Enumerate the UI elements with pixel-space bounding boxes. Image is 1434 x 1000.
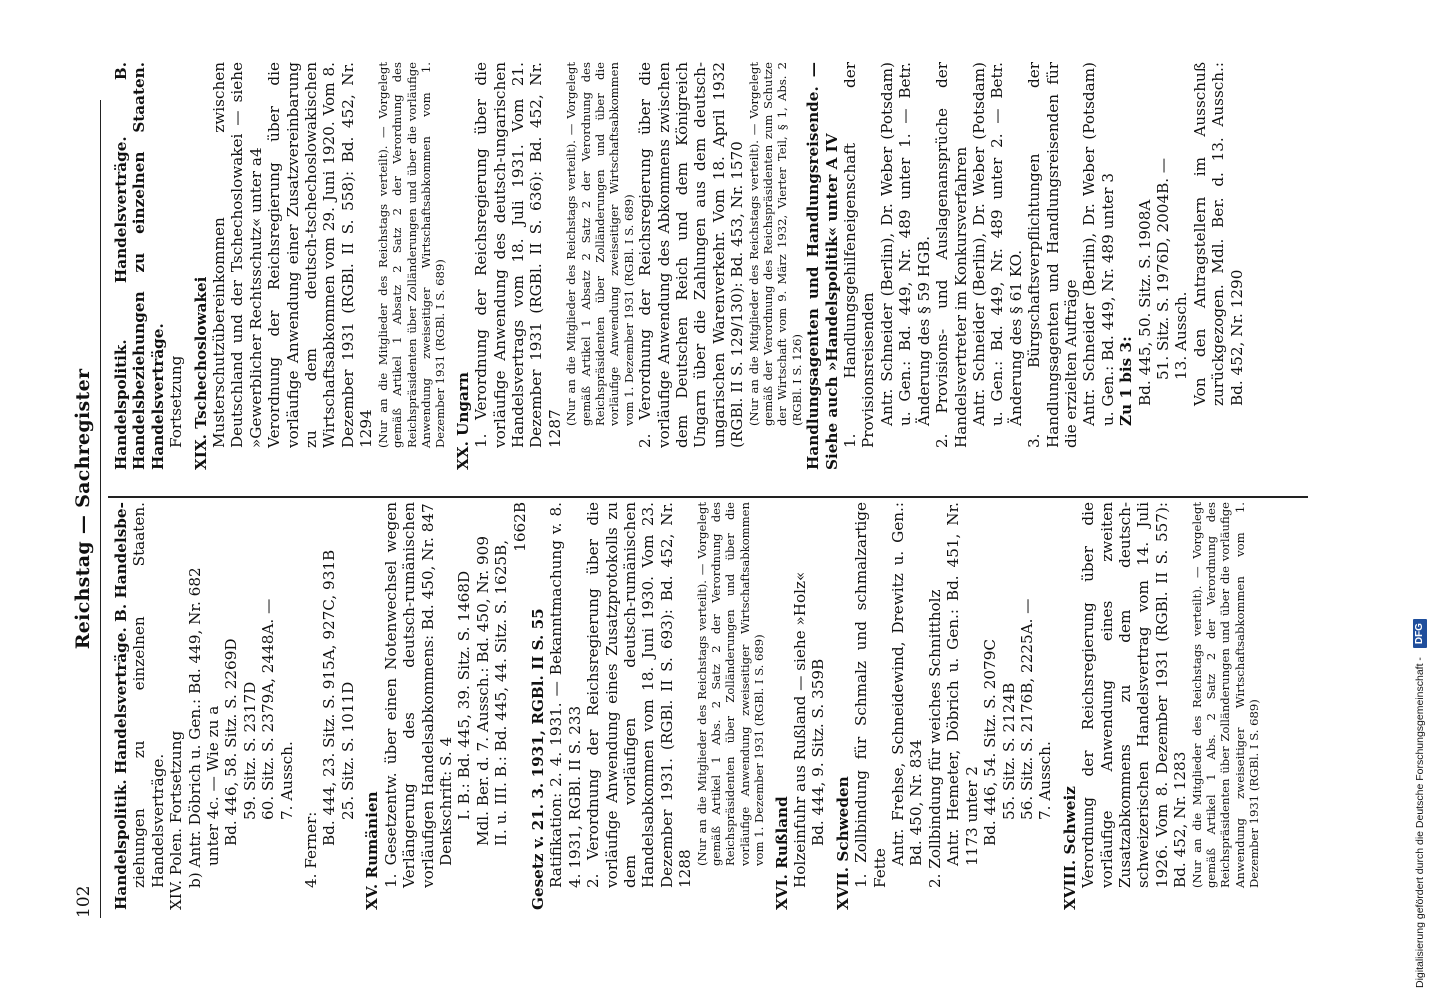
right-column-entry: 2. Provisions- und Auslagenansprüche der Handelsvertreter im Konkursverfahren	[933, 62, 970, 448]
right-column-entry: 13. Aussch.	[1172, 291, 1191, 380]
left-column-entry: XVI. Rußland	[772, 796, 791, 910]
left-column-entry: 7. Aussch.	[277, 741, 296, 820]
right-column-entry: 1. Verordnung der Reichsregierung über die vorläufige Anwendung des deutsch-ungarischen Handelsvertrags vom 18. Juli 1931. Vom 21. Dezember 1931 (RGBl. II S. 636): Bd. 452, Nr. 1287	[472, 62, 564, 448]
left-column-entry: Mdl. Ber. d. 7. Aussch.: Bd. 450, Nr. 909	[473, 536, 492, 846]
left-column-entry: XV. Rumänien	[363, 791, 382, 910]
right-column-entry: (Nur an die Mitglieder des Reichstags verteilt). — Vorgelegt gemäß Artikel 1 Absatz 2 Satz 2 der Verordnung des Reichspräsidenten über Zolländerungen und über die vorläufige Anwendung zweiseitiger Wirtschaftsabkommen vom 1. Dezember 1931 (RGBl. I S. 689)	[375, 62, 448, 448]
left-column-entry: 1662B	[510, 502, 529, 552]
left-column-entry: Verordnung der Reichsregierung über die vorläufige Anwendung eines zweiten Zusatzabkommens zu dem deutsch-schweizerischen Handelsvertrag vom 14. Juli 1926. Vom 8. Dezember 1931 (RGBl. II S. 557): Bd. 452, Nr. 1283	[1079, 502, 1190, 888]
left-column-entry: Antr. Hemeter, Döbrich u. Gen.: Bd. 451, Nr. 1173 unter 2	[944, 502, 981, 866]
right-column-entry: Fortsetzung	[167, 355, 186, 448]
right-column-entry: XIX. Tschechoslowakei	[191, 276, 210, 470]
left-column-entry: 56. Sitz. S. 2176B, 2225A. —	[1017, 598, 1036, 820]
left-column-entry: 2. Verordnung der Reichsregierung über die vorläufige Anwendung eines Zusatzprotokolls zu dem vorläufigen deutsch-rumänischen Handelsabkommen vom 18. Juni 1930. Vom 23. Dezember 1931. (RGBl. II S. 693): Bd. 452, Nr. 1288	[584, 502, 695, 888]
left-column-entry: XIV. Polen. Fortsetzung	[167, 730, 186, 910]
left-column	[112, 502, 1262, 910]
left-column-entry: b) Antr. Döbrich u. Gen.: Bd. 449, Nr. 682	[185, 567, 204, 888]
left-column-entry: ziehungen zu einzelnen Staaten. Handelsverträge.	[130, 502, 167, 888]
right-column-entry: Zu 1 bis 3:	[1117, 336, 1136, 426]
left-column-entry: Bd. 446, 58. Sitz. S. 2269D	[222, 638, 241, 846]
left-column-entry: Bd. 446, 54. Sitz. S. 2079C	[981, 639, 1000, 846]
left-column-entry: Holzeinfuhr aus Rußland — siehe »Holz«	[791, 571, 810, 888]
funding-sidebar	[1408, 12, 1430, 988]
left-column-entry: 1. Zollbindung für Schmalz und schmalzartige Fette	[852, 502, 889, 888]
right-column-entry: 2. Verordnung der Reichsregierung über die vorläufige Anwendung des Abkommens zwischen dem Deutschen Reich und dem Königreich Ungarn über die Zahlungen aus dem deutsch-ungarischen Warenverkehr. Vom 18. April 1932 (RGBl. II S. 129/130): Bd. 453, Nr. 1570	[636, 62, 747, 448]
right-column-entry: Handelspolitik. Handelsverträge. B. Handelsbeziehungen zu einzelnen Staaten. Handelsverträge.	[112, 62, 167, 470]
left-column-entry: 25. Sitz. S. 1011D	[338, 681, 357, 820]
left-column-entry: Handelspolitik. Handelsverträge. B. Handelsbe-	[112, 502, 130, 910]
left-column-entry: XVIII. Schweiz	[1060, 786, 1079, 910]
page-number: 102	[74, 885, 94, 918]
right-column-entry: Antr. Schneider (Berlin), Dr. Weber (Potsdam) u. Gen.: Bd. 449, Nr. 489 unter 1. — Betr. Änderung des § 59 HGB.	[877, 62, 933, 426]
right-column-entry: Bd. 445, 50. Sitz. S. 1908A	[1135, 199, 1154, 406]
left-column-entry: I. B.: Bd. 445, 39. Sitz. S. 1468D	[455, 570, 474, 820]
dfg-logo: DFG	[1413, 619, 1427, 648]
funding-note	[1411, 12, 1429, 988]
right-column-entry: (Nur an die Mitglieder des Reichstags verteilt). — Vorgelegt gemäß Artikel 1 Absatz 2 Satz 2 der Verordnung des Reichspräsidenten über Zolländerungen und über die vorläufige Anwendung zweiseitiger Wirtschaftsabkommen vom 1. Dezember 1931 (RGBl. I S. 689)	[564, 62, 636, 426]
left-column-entry: 1. Gesetzentw. über einen Notenwechsel wegen Verlängerung des deutsch-rumänischen vorläufigen Handelsabkommens: Bd. 450, Nr. 847	[381, 502, 437, 888]
running-title: Reichstag — Sachregister	[72, 368, 94, 650]
column-divider	[108, 497, 1308, 499]
left-column-entry: II. u. III. B.: Bd. 445, 44. Sitz. S. 1625B,	[492, 539, 511, 846]
funding-note-text: Digitalisierung gefördert durch die Deutsche Forschungsgemeinschaft -	[1414, 657, 1426, 988]
left-column-entry: (Nur an die Mitglieder des Reichstags verteilt). — Vorgelegt gemäß Artikel 1 Abs. 2 Satz 2 der Verordnung des Reichspräsidenten über Zolländerungen und über die vorläufige Anwendung zweiseitiger Wirtschaftsabkommen vom 1. Dezember 1931 (RGBl. I S. 689)	[694, 502, 767, 866]
right-column-entry: 51. Sitz. S. 1976D, 2004B. —	[1153, 157, 1172, 380]
right-column-entry: Antr. Schneider (Berlin), Dr. Weber (Potsdam) u. Gen.: Bd. 449, Nr. 489 unter 2. — Betr. Änderung des § 61 KO.	[969, 62, 1025, 426]
left-column-entry: Denkschrift: S. 4	[436, 736, 455, 866]
left-column-entry: Gesetz v. 21. 3. 1931, RGBl. II S. 55	[528, 608, 547, 910]
left-column-entry: 60. Sitz. S. 2379A, 2448A. —	[259, 598, 278, 820]
right-column	[112, 62, 1246, 470]
right-column-entry: 1. Handlungsgehilfeneigenschaft der Provisionsreisenden	[841, 62, 878, 448]
left-column-entry: XVII. Schweden	[833, 776, 852, 910]
right-column-entry: XX. Ungarn	[453, 372, 472, 470]
left-column-entry: 4. Ferner:	[302, 811, 321, 888]
left-column-entry: Bd. 444, 9. Sitz. S. 359B	[809, 658, 828, 846]
right-column-entry: Verordnung der Reichsregierung über die vorläufige Anwendung einer Zusatzvereinbarung zu dem deutsch-tschechoslowakischen Wirtschaftsabkommen vom 29. Juni 1920. Vom 8. Dezember 1931 (RGBl. II S. 558): Bd. 452, Nr. 1294	[265, 62, 376, 448]
left-column-entry: 55. Sitz. S. 2124B	[999, 682, 1018, 820]
left-column-entry: Ratifikation: 2. 4. 1931. — Bekanntmachung v. 8. 4. 1931, RGBl. II S. 233	[547, 502, 584, 888]
right-column-entry: (Nur an die Mitglieder des Reichstags verteilt). — Vorgelegt gemäß der Verordnung des Reichspräsidenten zum Schutze der Wirtschaft vom 9. März 1932, Vierter Teil, § 1, Abs. 2 (RGBl. I S. 126)	[746, 62, 804, 426]
right-column-entry: Von den Antragstellern im Ausschuß zurückgezogen. Mdl. Ber. d. 13. Aussch.: Bd. 452, Nr. 1290	[1190, 62, 1246, 406]
right-column-entry: Handlungsagenten und Handlungsreisende. — Siehe auch »Handelspolitik« unter A IV	[804, 62, 841, 470]
right-column-entry: Musterschutzübereinkommen zwischen Deutschland und der Tschechoslowakei — siehe »Gewerblicher Rechtsschutz« unter a4	[210, 62, 265, 448]
left-column-entry: Bd. 444, 23. Sitz. S. 915A, 927C, 931B	[320, 549, 339, 846]
right-column-entry: Antr. Schneider (Berlin), Dr. Weber (Potsdam) u. Gen.: Bd. 449, Nr. 489 unter 3	[1080, 62, 1117, 426]
left-column-entry: (Nur an die Mitglieder des Reichstags verteilt). — Vorgelegt gemäß Artikel 1 Abs. 2 Satz 2 der Verordnung des Reichspräsidenten über Zolländerungen und über die vorläufige Anwendung zweiseitiger Wirtschaftsabkommen vom 1. Dezember 1931 (RGBl. I S. 689)	[1189, 502, 1262, 888]
left-column-entry: unter 4c. — Wie zu a	[204, 705, 223, 866]
left-column-entry: Antr. Frehse, Schneidewind, Drewitz u. Gen.: Bd. 450, Nr. 834	[889, 502, 926, 866]
page-header	[70, 100, 101, 918]
left-column-entry: 2. Zollbindung für weiches Schnittholz	[925, 589, 944, 888]
left-column-entry: 59. Sitz. S. 2317D	[240, 681, 259, 820]
right-column-entry: 3. Bürgschaftsverpflichtungen der Handlungsagenten und Handlungsreisenden für die erzielten Aufträge	[1025, 62, 1080, 448]
left-column-entry: 7. Aussch.	[1036, 741, 1055, 820]
